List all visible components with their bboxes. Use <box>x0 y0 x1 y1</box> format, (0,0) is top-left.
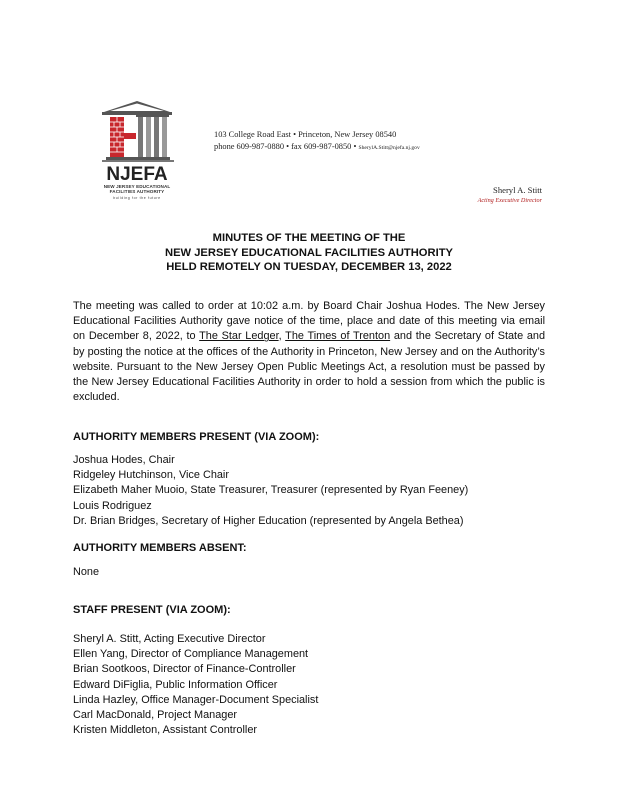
contact-line <box>214 141 420 154</box>
title-line-1: MINUTES OF THE MEETING OF THE <box>212 232 406 244</box>
logo-wordmark: NJEFA <box>106 164 168 185</box>
title-line-3: HELD REMOTELY ON TUESDAY, DECEMBER 13, 2022 <box>166 261 452 273</box>
intro-text-2: and the Secretary of State and by posting the notice at the offices of the Authority in Princeton, New Jersey and on the Authority’s website. Pursuant to the New Jersey Open Public Meetings Act, a resolution must be passed by the New Jersey Educational Facilities Authority in order to hold a session from which the public is excluded. <box>73 330 546 404</box>
members-absent-section <box>73 541 247 555</box>
list-item: Ellen Yang, Director of Compliance Management <box>73 648 309 661</box>
list-item: Kristen Middleton, Assistant Controller <box>73 724 258 737</box>
members-present-heading: AUTHORITY MEMBERS PRESENT (VIA ZOOM): <box>73 431 320 443</box>
staff-present-heading: STAFF PRESENT (VIA ZOOM): <box>73 604 231 616</box>
address-line: 103 College Road East • Princeton, New Jersey 08540 <box>214 130 397 139</box>
list-item: Joshua Hodes, Chair <box>73 454 175 466</box>
list-item: Dr. Brian Bridges, Secretary of Higher Education (represented by Angela Bethea) <box>73 514 464 527</box>
logo-org-line2: FACILITIES AUTHORITY <box>109 189 165 195</box>
list-item: Brian Sootkoos, Director of Finance-Controller <box>73 663 296 676</box>
njefa-logo <box>96 100 178 200</box>
title-line-2: NEW JERSEY EDUCATIONAL FACILITIES AUTHORITY <box>165 246 453 259</box>
list-item: Sheryl A. Stitt, Acting Executive Director <box>73 633 266 645</box>
list-item: None <box>73 566 100 578</box>
members-present-section <box>73 430 319 444</box>
members-present-list <box>73 453 468 529</box>
intro-text-1: The meeting was called to order at 10:02 a.m. by Board Chair Joshua Hodes. The New Jersey Educational Facilities Authority gave notice of the time, place and date of this meeting via email on December 8, 2022, to <box>73 300 545 343</box>
signer-name: Sheryl A. Stitt <box>493 185 542 195</box>
staff-present-section <box>73 603 231 617</box>
letterhead-signer <box>478 185 542 205</box>
intro-paragraph <box>73 299 545 405</box>
building-columns-icon <box>96 100 178 164</box>
newspaper-star-ledger: The Star Ledger <box>199 330 279 343</box>
staff-present-list <box>73 632 318 738</box>
phone-fax: phone 609-987-0880 • fax 609-987-0850 • <box>214 142 357 151</box>
newspaper-times-of-trenton: The Times of Trenton <box>285 330 391 343</box>
signer-title: Acting Executive Director <box>477 197 542 204</box>
list-item: Louis Rodriguez <box>73 499 152 512</box>
list-item: Edward DiFiglia, Public Information Officer <box>73 678 278 691</box>
logo-tagline: building for the future <box>113 195 161 200</box>
members-absent-heading: AUTHORITY MEMBERS ABSENT: <box>73 542 247 554</box>
logo-org-line1: NEW JERSEY EDUCATIONAL <box>103 184 171 189</box>
intro-separator: , <box>278 330 286 343</box>
members-absent-list <box>73 565 99 580</box>
list-item: Elizabeth Maher Muoio, State Treasurer, Treasurer (represented by Ryan Feeney) <box>73 484 469 497</box>
list-item: Linda Hazley, Office Manager-Document Specialist <box>73 693 319 706</box>
list-item: Ridgeley Hutchinson, Vice Chair <box>73 469 229 482</box>
email-address: SherylA.Stitt@njefa.nj.gov <box>358 145 420 151</box>
list-item: Carl MacDonald, Project Manager <box>73 709 238 722</box>
letterhead-address <box>214 129 420 154</box>
document-title <box>0 231 618 275</box>
